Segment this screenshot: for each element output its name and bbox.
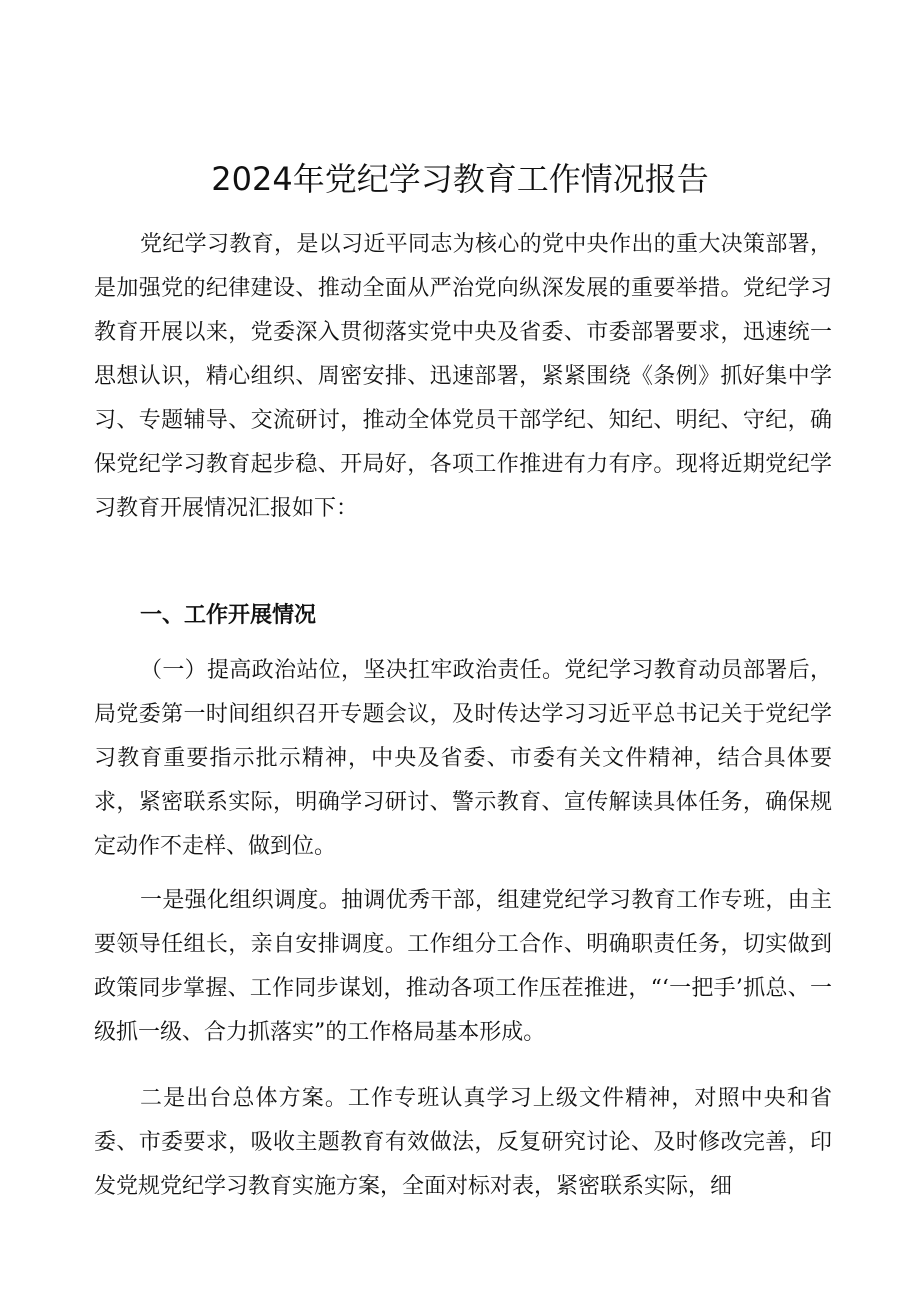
organization-paragraph: 一是强化组织调度。抽调优秀干部，组建党纪学习教育工作专班，由主要领导任组长，亲自安排调度。工作组分工合作、明确职责任务，切实做到政策同步掌握、工作同步谋划，推动各项工作压茬推进，“‘一把手’抓总、一级抓一级、合力抓落实”的工作格局基本形成。 <box>94 888 832 1045</box>
organization-paragraph-block <box>94 879 832 1055</box>
section-heading-work-progress: 一、工作开展情况 <box>140 603 317 628</box>
plan-paragraph-block <box>94 1077 832 1209</box>
plan-paragraph: 二是出台总体方案。工作专班认真学习上级文件精神，对照中央和省委、市委要求，吸收主题教育有效做法，反复研究讨论、及时修改完善，印发党规党纪学习教育实施方案，全面对标对表，紧密联系实际，细 <box>94 1086 832 1199</box>
political-stance-paragraph-block <box>94 649 832 869</box>
intro-paragraph-block <box>94 223 832 531</box>
intro-paragraph: 党纪学习教育，是以习近平同志为核心的党中央作出的重大决策部署，是加强党的纪律建设、推动全面从严治党向纵深发展的重要举措。党纪学习教育开展以来，党委深入贯彻落实党中央及省委、市委部署要求，迅速统一思想认识，精心组织、周密安排、迅速部署，紧紧围绕《条例》抓好集中学习、专题辅导、交流研讨，推动全体党员干部学纪、知纪、明纪、守纪，确保党纪学习教育起步稳、开局好，各项工作推进有力有序。现将近期党纪学习教育开展情况汇报如下： <box>94 232 832 521</box>
political-stance-paragraph: （一）提高政治站位，坚决扛牢政治责任。党纪学习教育动员部署后，局党委第一时间组织召开专题会议，及时传达学习习近平总书记关于党纪学习教育重要指示批示精神，中央及省委、市委有关文件精神，结合具体要求，紧密联系实际，明确学习研讨、警示教育、宣传解读具体任务，确保规定动作不走样、做到位。 <box>94 658 832 859</box>
document-title: 2024年党纪学习教育工作情况报告 <box>211 160 709 198</box>
